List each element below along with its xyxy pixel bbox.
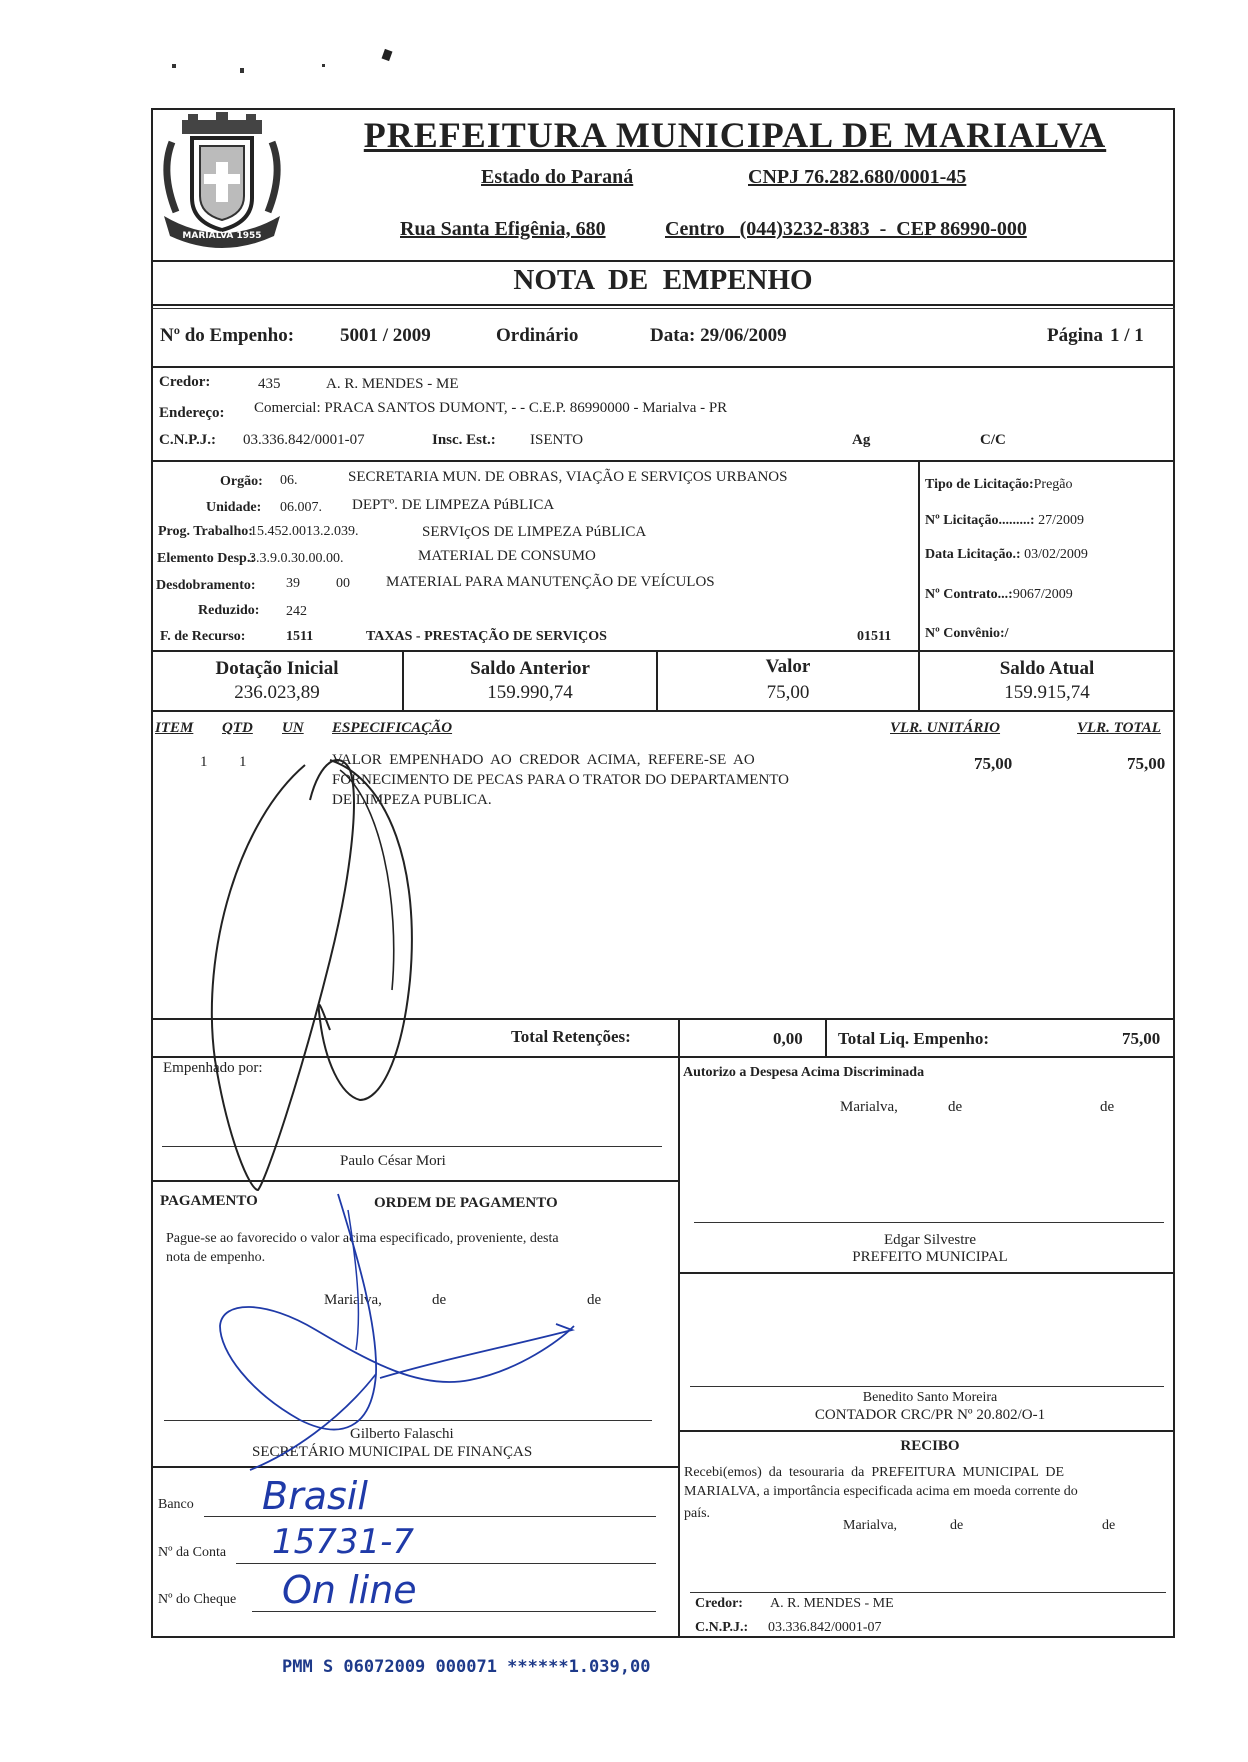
pagamento-role: SECRETÁRIO MUNICIPAL DE FINANÇAS xyxy=(252,1444,533,1460)
credor-name: A. R. MENDES - ME xyxy=(326,376,459,392)
pagamento-de: de xyxy=(432,1292,447,1308)
unidade-label: Unidade: xyxy=(206,500,262,515)
scan-speck xyxy=(172,64,176,68)
scan-speck xyxy=(322,64,325,67)
recibo-cnpj-value: 03.336.842/0001-07 xyxy=(768,1620,882,1635)
convenio-number: Nº Convênio:/ xyxy=(925,626,1009,641)
recibo-credor-value: A. R. MENDES - ME xyxy=(770,1596,894,1611)
recurso-label: F. de Recurso: xyxy=(160,629,246,644)
prog-code: 15.452.0013.2.039. xyxy=(250,524,359,539)
page-number-label: Página xyxy=(1047,325,1103,346)
divider xyxy=(678,1272,1175,1274)
empenho-number: 5001 / 2009 xyxy=(340,325,431,346)
divider xyxy=(678,1018,680,1058)
licitacao-number: Nº Licitação.........: 27/2009 xyxy=(925,513,1084,528)
valor-label: Valor xyxy=(765,656,811,677)
dotacao-value: 236.023,89 xyxy=(234,682,320,703)
saldo-atual-value: 159.915,74 xyxy=(1004,682,1090,703)
banco-label: Banco xyxy=(158,1497,194,1512)
svg-text:MARIALVA 1955: MARIALVA 1955 xyxy=(182,231,262,241)
licitacao-tipo-label: Tipo de Licitação:Pregão xyxy=(925,477,1073,492)
page-title: PREFEITURA MUNICIPAL DE MARIALVA xyxy=(363,115,1107,155)
desdobramento-label: Desdobramento: xyxy=(156,578,256,593)
empenhado-label: Empenhado por: xyxy=(163,1060,263,1076)
saldo-anterior-value: 159.990,74 xyxy=(487,682,573,703)
pagamento-label: PAGAMENTO xyxy=(160,1193,258,1209)
elemento-code: 3.3.9.0.30.00.00. xyxy=(249,551,344,566)
autorizo-place: Marialva, xyxy=(840,1099,898,1115)
item-total-value: 75,00 xyxy=(1127,754,1166,773)
credor-address: Comercial: PRACA SANTOS DUMONT, - - C.E.P. 86990000 - Marialva - PR xyxy=(254,400,728,416)
state-name: Estado do Paraná xyxy=(481,166,634,188)
signature-line xyxy=(690,1592,1166,1593)
recibo-place: Marialva, xyxy=(843,1518,898,1533)
insc-label: Insc. Est.: xyxy=(432,432,496,448)
page-number: 1 / 1 xyxy=(1110,325,1144,346)
payment-stamp: PMM S 06072009 000071 ******1.039,00 xyxy=(282,1657,651,1677)
contrato-number: Nº Contrato...:9067/2009 xyxy=(925,587,1073,602)
conta-handwriting: 15731-7 xyxy=(272,1522,415,1562)
liq-empenho-label: Total Liq. Empenho: xyxy=(838,1029,989,1048)
saldo-atual-label: Saldo Atual xyxy=(999,658,1095,679)
empenho-date: Data: 29/06/2009 xyxy=(650,325,787,346)
item-spec-line: DE LIMPEZA PUBLICA. xyxy=(332,792,492,808)
divider xyxy=(151,650,1175,652)
column-header-item: ITEM xyxy=(155,720,194,736)
pagamento-de: de xyxy=(587,1292,602,1308)
item-unit-value: 75,00 xyxy=(974,754,1013,773)
orgao-label: Orgão: xyxy=(220,474,263,489)
divider xyxy=(151,304,1175,306)
municipal-contact: Centro (044)3232-8383 - CEP 86990-000 xyxy=(665,218,1027,240)
autorizo-de: de xyxy=(948,1099,963,1115)
column-header-qtd: QTD xyxy=(222,720,253,736)
municipal-crest xyxy=(154,112,290,252)
divider xyxy=(151,1466,679,1468)
pagamento-text: Pague-se ao favorecido o valor acima especificado, proveniente, desta xyxy=(166,1231,559,1246)
prefeito-role: PREFEITO MUNICIPAL xyxy=(852,1249,1008,1265)
divider xyxy=(678,1430,1175,1432)
credor-code: 435 xyxy=(258,376,281,392)
cheque-label: Nº do Cheque xyxy=(158,1592,237,1607)
column-header-total-value: VLR. TOTAL xyxy=(1077,720,1161,736)
signature-line xyxy=(690,1386,1164,1387)
column-header-spec: ESPECIFICAÇÃO xyxy=(332,720,453,736)
divider xyxy=(678,1056,680,1638)
dotacao-label: Dotação Inicial xyxy=(215,658,339,679)
recibo-text: MARIALVA, a importância especificada acima em moeda corrente do xyxy=(684,1484,1078,1499)
autorizo-de: de xyxy=(1100,1099,1115,1115)
divider xyxy=(151,1180,679,1182)
prog-label: Prog. Trabalho: xyxy=(158,524,253,539)
column-header-unit-value: VLR. UNITÁRIO xyxy=(890,720,1001,736)
cnpj-label: C.N.P.J.: xyxy=(159,432,216,448)
pagamento-text: nota de empenho. xyxy=(166,1250,266,1265)
recibo-de: de xyxy=(1102,1518,1116,1533)
cheque-handwriting: On line xyxy=(282,1568,417,1612)
conta-field-line xyxy=(236,1563,656,1564)
divider xyxy=(825,1018,827,1058)
divider xyxy=(151,460,1175,462)
municipal-address: Rua Santa Efigênia, 680 xyxy=(400,218,606,240)
recibo-cnpj-label: C.N.P.J.: xyxy=(695,1620,749,1635)
address-label: Endereço: xyxy=(159,405,225,421)
contador-role: CONTADOR CRC/PR Nº 20.802/O-1 xyxy=(814,1407,1046,1423)
scan-speck xyxy=(382,49,393,61)
orgao-name: SECRETARIA MUN. DE OBRAS, VIAÇÃO E SERVIÇOS URBANOS xyxy=(348,469,788,485)
signature-line xyxy=(164,1420,652,1421)
credor-label: Credor: xyxy=(159,374,211,390)
divider xyxy=(151,366,1175,368)
recibo-credor-label: Credor: xyxy=(695,1596,743,1611)
licitacao-date: Data Licitação.: 03/02/2009 xyxy=(925,547,1088,562)
recibo-title: RECIBO xyxy=(900,1438,960,1454)
empenhado-signer: Paulo César Mori xyxy=(340,1153,446,1169)
elemento-label: Elemento Desp.: xyxy=(157,551,255,566)
doc-title: NOTA DE EMPENHO xyxy=(513,264,813,296)
divider xyxy=(918,460,920,650)
retencoes-label: Total Retenções: xyxy=(511,1027,631,1046)
ordem-pagamento-label: ORDEM DE PAGAMENTO xyxy=(374,1195,558,1211)
recurso-name: TAXAS - PRESTAÇÃO DE SERVIÇOS xyxy=(366,629,607,644)
contador-name: Benedito Santo Moreira xyxy=(862,1390,998,1405)
scan-speck xyxy=(240,68,244,73)
recibo-text: país. xyxy=(684,1506,711,1521)
prefeito-name: Edgar Silvestre xyxy=(883,1232,977,1248)
ag-label: Ag xyxy=(852,432,871,448)
divider xyxy=(151,1056,1175,1058)
unidade-name: DEPTº. DE LIMPEZA PúBLICA xyxy=(352,497,555,513)
empenho-number-label: Nº do Empenho: xyxy=(160,325,295,346)
credor-cnpj: 03.336.842/0001-07 xyxy=(243,432,365,448)
reduzido-label: Reduzido: xyxy=(198,603,260,618)
elemento-name: MATERIAL DE CONSUMO xyxy=(418,548,596,564)
desdobramento-code1: 39 xyxy=(286,576,300,591)
divider xyxy=(151,308,1175,309)
cc-label: C/C xyxy=(980,432,1006,448)
orgao-code: 06. xyxy=(280,473,298,488)
item-qty: 1 xyxy=(239,754,247,770)
saldo-anterior-label: Saldo Anterior xyxy=(470,658,590,679)
prog-name: SERVIçOS DE LIMPEZA PúBLICA xyxy=(422,524,647,540)
reduzido-value: 242 xyxy=(286,604,307,619)
municipal-cnpj: CNPJ 76.282.680/0001-45 xyxy=(748,166,967,188)
recibo-de: de xyxy=(950,1518,964,1533)
valor-value: 75,00 xyxy=(766,682,810,703)
autorizo-label: Autorizo a Despesa Acima Discriminada xyxy=(683,1065,925,1080)
divider xyxy=(151,710,1175,712)
pagamento-place: Marialva, xyxy=(324,1292,382,1308)
signature-line xyxy=(162,1146,662,1147)
recurso-code: 1511 xyxy=(286,629,314,644)
banco-handwriting: Brasil xyxy=(262,1474,368,1518)
divider xyxy=(151,1018,1175,1020)
conta-label: Nº da Conta xyxy=(158,1545,227,1560)
retencoes-value: 0,00 xyxy=(773,1029,803,1048)
item-spec-line: FORNECIMENTO DE PECAS PARA O TRATOR DO DEPARTAMENTO xyxy=(332,772,790,788)
column-header-un: UN xyxy=(282,720,304,736)
recurso-number: 01511 xyxy=(857,629,892,644)
empenho-type: Ordinário xyxy=(496,325,579,346)
recibo-text: Recebi(emos) da tesouraria da PREFEITURA MUNICIPAL DE xyxy=(684,1465,1065,1480)
desdobramento-code2: 00 xyxy=(336,576,350,591)
liq-empenho-value: 75,00 xyxy=(1122,1029,1161,1048)
item-spec-line: VALOR EMPENHADO AO CREDOR ACIMA, REFERE-SE AO xyxy=(332,752,755,768)
unidade-code: 06.007. xyxy=(280,500,322,515)
item-number: 1 xyxy=(200,754,208,770)
divider xyxy=(151,260,1175,262)
desdobramento-name: MATERIAL PARA MANUTENÇÃO DE VEÍCULOS xyxy=(386,574,715,590)
pagamento-signer: Gilberto Falaschi xyxy=(350,1426,454,1442)
insc-value: ISENTO xyxy=(530,432,584,448)
signature-line xyxy=(694,1222,1164,1223)
